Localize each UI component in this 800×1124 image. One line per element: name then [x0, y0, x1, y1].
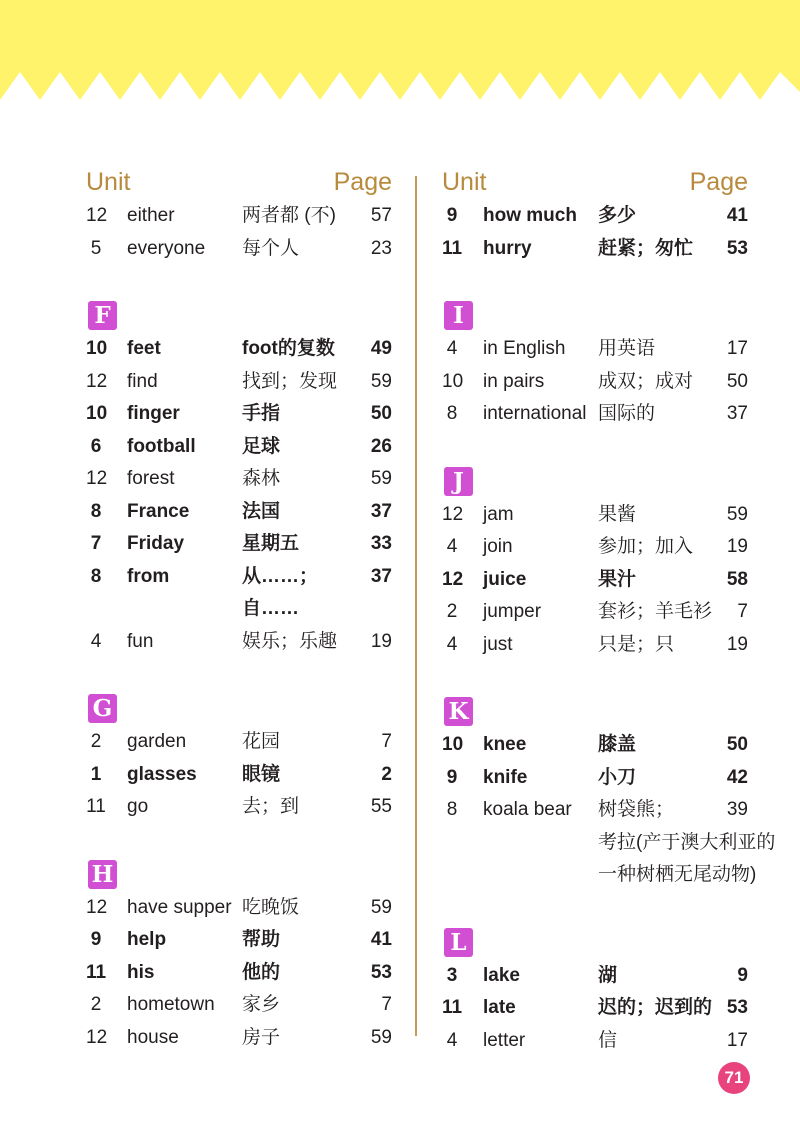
page-ref: 59 [370, 896, 392, 918]
entry-word: garden [127, 731, 187, 752]
unit-number: 11 [442, 997, 463, 1018]
entry-word: France [127, 500, 190, 522]
section-letter-badge: H [88, 860, 117, 889]
section-gap [86, 658, 392, 690]
unit-number: 10 [442, 370, 464, 392]
entry-word: go [127, 796, 149, 817]
entry-meaning: 用英语 [598, 338, 656, 359]
page-ref: 42 [726, 766, 748, 788]
unit-number: 9 [90, 929, 102, 950]
entry-row [86, 528, 392, 561]
entry-meaning: 成双；成对 [598, 370, 694, 392]
entry-row [442, 762, 748, 795]
entry-row [442, 531, 748, 564]
entry-word: letter [483, 1029, 526, 1051]
entry-word: have supper [127, 896, 232, 918]
entry-row [442, 366, 748, 399]
entry-row [86, 200, 392, 233]
entry-word: house [127, 1026, 179, 1048]
entry-row [442, 992, 748, 1025]
page-ref: 17 [726, 338, 748, 359]
left-entries [86, 200, 392, 1054]
entry-meaning: 套衫；羊毛衫 [598, 601, 713, 622]
unit-number: 8 [90, 565, 102, 587]
entry-meaning: 每个人 [242, 237, 300, 259]
unit-number: 1 [90, 763, 102, 785]
entry-meaning: 手指 [242, 403, 281, 424]
entry-meaning: 树袋熊； [598, 799, 675, 820]
page-ref: 59 [370, 468, 392, 489]
unit-number: 9 [446, 766, 458, 788]
page-ref: 37 [726, 403, 748, 424]
page-ref: 19 [370, 630, 392, 652]
entry-row [86, 431, 392, 464]
entry-meaning: 迟的；迟到的 [598, 997, 713, 1018]
unit-number: 9 [446, 205, 458, 226]
page-ref: 37 [370, 500, 392, 522]
page-ref: 41 [370, 929, 392, 950]
page-ref: 58 [726, 568, 748, 590]
entry-row [86, 957, 392, 990]
entry-meaning: 去；到 [242, 796, 300, 817]
entry-word: juice [483, 568, 527, 590]
entry-word: help [127, 929, 167, 950]
page-ref: 17 [726, 1029, 748, 1051]
unit-number: 11 [86, 796, 106, 817]
page-ref: 2 [381, 763, 392, 785]
entry-word: glasses [127, 763, 197, 785]
entry-row [86, 333, 392, 366]
entry-word: finger [127, 403, 180, 424]
entry-word: feet [127, 338, 161, 359]
entry-meaning: 吃晚饭 [242, 896, 300, 918]
entry-row [442, 596, 748, 629]
unit-number: 12 [86, 468, 108, 489]
unit-number: 4 [90, 630, 102, 652]
page-ref: 19 [726, 536, 748, 557]
right-entries [442, 200, 776, 1057]
entry-word: knife [483, 766, 528, 788]
entry-meaning: 多少 [598, 205, 637, 226]
unit-number: 10 [86, 403, 108, 424]
entry-meaning: 花园 [242, 731, 281, 752]
page-number-badge: 71 [718, 1062, 750, 1094]
section-gap [442, 431, 748, 463]
entry-word: in pairs [483, 370, 545, 392]
section-letter-badge: L [444, 928, 473, 957]
unit-number: 4 [446, 338, 458, 359]
page-ref: 55 [370, 796, 392, 817]
unit-number: 6 [90, 435, 102, 457]
section-letter-badge: I [444, 301, 473, 330]
entry-meaning: 果酱 [598, 503, 637, 525]
unit-number: 12 [86, 1026, 108, 1048]
unit-number: 2 [90, 731, 102, 752]
page-ref: 9 [737, 964, 748, 986]
entry-row-continuation [442, 859, 757, 892]
page-ref: 59 [370, 1026, 392, 1048]
unit-heading: Unit [442, 168, 487, 196]
entry-meaning: 只是；只 [598, 633, 675, 655]
entry-word: jam [483, 503, 514, 525]
entry-meaning: 星期五 [242, 533, 300, 554]
entry-row [442, 960, 748, 993]
section-gap [442, 661, 748, 693]
page-ref: 59 [370, 370, 392, 392]
entry-word: join [483, 536, 513, 557]
unit-number: 12 [86, 205, 108, 226]
page-ref: 33 [370, 533, 392, 554]
unit-number: 8 [446, 799, 458, 820]
section-gap [86, 265, 392, 297]
page-heading: Page [689, 168, 748, 196]
section-letter-badge: G [88, 694, 117, 723]
entry-meaning-cont: 一种树栖无尾动物) [598, 864, 757, 885]
unit-number: 12 [442, 503, 464, 525]
entry-row [86, 924, 392, 957]
entry-word: hometown [127, 994, 215, 1015]
unit-number: 5 [90, 237, 102, 259]
entry-meaning: 赶紧；匆忙 [598, 237, 694, 259]
entry-word: lake [483, 964, 520, 986]
entry-row [86, 366, 392, 399]
page-ref: 57 [370, 205, 392, 226]
entry-meaning-cont: 自…… [242, 598, 300, 619]
page-ref: 19 [726, 633, 748, 655]
zigzag-top-band [0, 0, 800, 102]
unit-number: 8 [446, 403, 458, 424]
entry-meaning: 小刀 [598, 766, 637, 788]
entry-row [86, 989, 392, 1022]
unit-number: 10 [86, 338, 108, 359]
unit-heading: Unit [86, 168, 131, 196]
column-divider [415, 176, 417, 1036]
section-letter-badge: K [444, 697, 473, 726]
page-ref: 53 [726, 237, 748, 259]
entry-row [86, 791, 392, 824]
entry-row [442, 729, 748, 762]
entry-row [442, 200, 748, 233]
entry-word: everyone [127, 237, 206, 259]
right-column [442, 168, 776, 1057]
entry-row [442, 1025, 748, 1058]
entry-word: either [127, 205, 175, 226]
page-ref: 50 [370, 403, 392, 424]
unit-number: 7 [90, 533, 102, 554]
page-heading: Page [333, 168, 392, 196]
page-ref: 49 [370, 338, 392, 359]
page-ref: 37 [370, 565, 392, 587]
unit-number: 8 [90, 500, 102, 522]
entry-meaning: 森林 [242, 468, 281, 489]
unit-number: 12 [86, 896, 108, 918]
entry-row [442, 333, 748, 366]
entry-meaning: 娱乐；乐趣 [242, 630, 338, 652]
page-ref: 59 [726, 503, 748, 525]
page-ref: 23 [370, 237, 392, 259]
entry-meaning: 膝盖 [598, 734, 637, 755]
left-header [86, 168, 392, 200]
entry-row [86, 759, 392, 792]
entry-row [86, 892, 392, 925]
entry-row [442, 499, 748, 532]
entry-word: late [483, 997, 516, 1018]
entry-word: Friday [127, 533, 185, 554]
entry-meaning: 从……； [242, 565, 319, 587]
section-gap [442, 892, 748, 924]
entry-meaning: 他的 [242, 961, 281, 983]
entry-row [86, 398, 392, 431]
unit-number: 4 [446, 536, 458, 557]
entry-word: fun [127, 630, 154, 652]
page-ref: 41 [726, 205, 748, 226]
section-gap [442, 265, 748, 297]
entry-word: just [483, 633, 513, 655]
unit-number: 11 [442, 237, 463, 259]
section-letter-badge: J [444, 467, 473, 496]
entry-word: jumper [483, 601, 542, 622]
entry-meaning: 两者都 (不) [242, 205, 336, 226]
entry-meaning: 国际的 [598, 403, 656, 424]
unit-number: 12 [442, 568, 464, 590]
entry-meaning: 眼镜 [242, 763, 281, 785]
entry-row-continuation [442, 827, 776, 860]
entry-word: knee [483, 734, 527, 755]
entry-meaning-cont: 考拉(产于澳大利亚的 [598, 831, 776, 853]
entry-meaning: 信 [598, 1029, 618, 1051]
entry-word: from [127, 565, 170, 587]
entry-meaning: 法国 [242, 500, 281, 522]
page-ref: 7 [737, 601, 748, 622]
entry-row [442, 794, 748, 827]
entry-word: international [483, 403, 587, 424]
entry-word: forest [127, 468, 175, 489]
right-header [442, 168, 748, 200]
entry-row [86, 463, 392, 496]
entry-row [442, 233, 748, 266]
unit-number: 11 [86, 961, 107, 983]
entry-row [442, 629, 748, 662]
page-ref: 7 [381, 994, 392, 1015]
entry-meaning: 参加；加入 [598, 536, 694, 557]
entry-meaning: 家乡 [242, 994, 281, 1015]
unit-number: 3 [446, 964, 458, 986]
entry-meaning: foot的复数 [242, 338, 335, 359]
page-ref: 53 [370, 961, 392, 983]
entry-row [86, 233, 392, 266]
page-ref: 26 [370, 435, 392, 457]
entry-row [86, 626, 392, 659]
section-gap [86, 824, 392, 856]
entry-meaning: 帮助 [242, 929, 281, 950]
page-ref: 50 [726, 734, 748, 755]
entry-row [86, 1022, 392, 1055]
page-ref: 39 [726, 799, 748, 820]
entry-word: hurry [483, 237, 532, 259]
entry-word: koala bear [483, 799, 572, 820]
entry-row [86, 726, 392, 759]
unit-number: 2 [446, 601, 458, 622]
entry-meaning: 湖 [598, 964, 618, 986]
section-letter-badge: F [88, 301, 117, 330]
entry-row [86, 561, 392, 594]
entry-word: find [127, 370, 158, 392]
unit-number: 2 [90, 994, 102, 1015]
entry-row [86, 496, 392, 529]
entry-row [442, 564, 748, 597]
entry-meaning: 房子 [242, 1026, 281, 1048]
unit-number: 12 [86, 370, 108, 392]
unit-number: 4 [446, 1029, 458, 1051]
unit-number: 10 [442, 734, 464, 755]
entry-word: his [127, 961, 155, 983]
entry-meaning: 找到；发现 [242, 370, 338, 392]
entry-row-continuation [86, 593, 392, 626]
entry-word: football [127, 435, 196, 457]
page-ref: 7 [381, 731, 392, 752]
entry-word: in English [483, 338, 566, 359]
page-ref: 50 [726, 370, 748, 392]
left-column [86, 168, 392, 1054]
unit-number: 4 [446, 633, 458, 655]
entry-word: how much [483, 205, 577, 226]
page-ref: 53 [726, 997, 748, 1018]
entry-row [442, 398, 748, 431]
entry-meaning: 足球 [242, 435, 281, 457]
entry-meaning: 果汁 [598, 568, 637, 590]
